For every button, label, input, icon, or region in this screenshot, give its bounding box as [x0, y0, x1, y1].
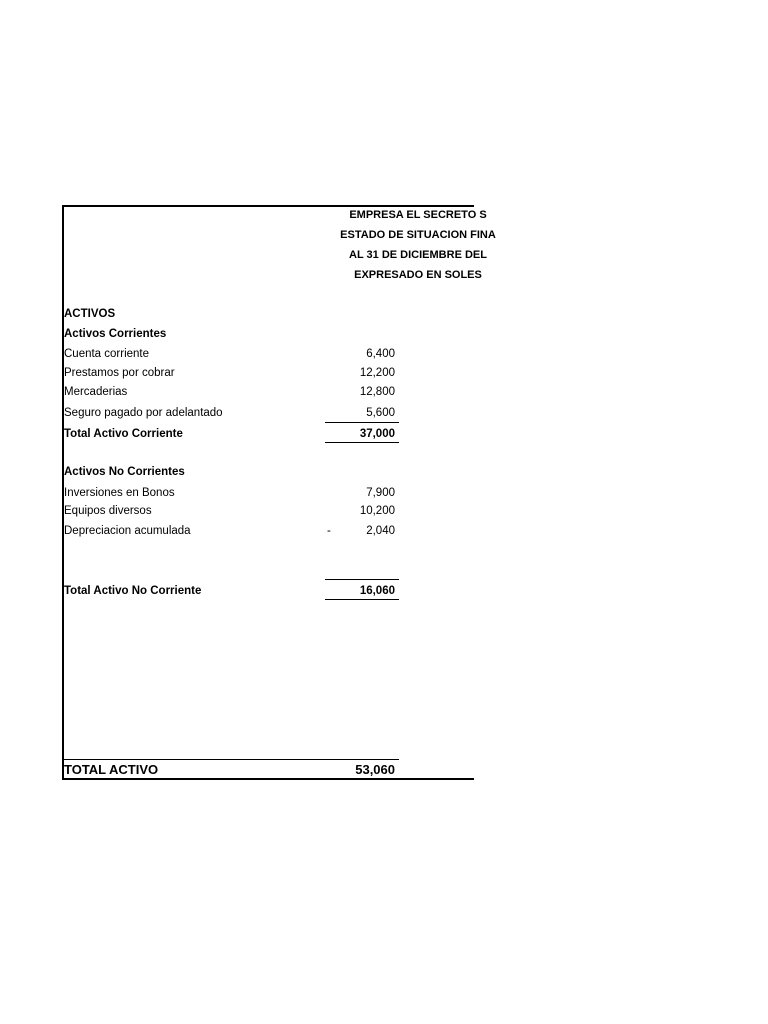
row-label-equipos: Equipos diversos [64, 505, 152, 517]
row-label-depreciacion: Depreciacion acumulada [64, 525, 191, 537]
row-value-prestamos: 12,200 [359, 367, 395, 379]
report-header [64, 205, 496, 295]
company-name: EMPRESA EL SECRETO S [349, 209, 487, 221]
grand-total-value: 53,060 [355, 762, 395, 777]
row-value-inversiones: 7,900 [366, 487, 395, 499]
frame-bottom-border [62, 778, 474, 780]
row-label-prestamos: Prestamos por cobrar [64, 367, 175, 379]
row-label-mercaderias: Mercaderias [64, 386, 128, 398]
total-label-corriente: Total Activo Corriente [64, 428, 183, 440]
total-label-no-corriente: Total Activo No Corriente [64, 585, 202, 597]
row-value-cuenta-corriente: 6,400 [366, 348, 395, 360]
section-title-activos: ACTIVOS [64, 308, 116, 320]
subtotal-rule-bottom [325, 442, 399, 443]
row-label-seguro: Seguro pagado por adelantado [64, 407, 223, 419]
subsection-title-corrientes: Activos Corrientes [64, 328, 167, 340]
grand-total-label: TOTAL ACTIVO [64, 762, 159, 777]
grand-total-rule [64, 759, 399, 760]
row-label-cuenta-corriente: Cuenta corriente [64, 348, 150, 360]
subtotal-rule-bottom-nc [325, 599, 399, 600]
report-title: ESTADO DE SITUACION FINA [340, 229, 496, 241]
row-value-mercaderias: 12,800 [359, 386, 395, 398]
subtotal-rule-top-nc [325, 579, 399, 580]
row-value-equipos: 10,200 [359, 505, 395, 517]
row-value-seguro: 5,600 [366, 407, 395, 419]
report-currency: EXPRESADO EN SOLES [354, 269, 482, 281]
subtotal-rule-top [325, 422, 399, 423]
row-label-inversiones: Inversiones en Bonos [64, 487, 175, 499]
row-sign-depreciacion: - [327, 525, 331, 537]
total-value-corriente: 37,000 [359, 428, 395, 440]
subsection-title-no-corrientes: Activos No Corrientes [64, 466, 185, 478]
row-value-depreciacion: 2,040 [366, 525, 395, 537]
report-date: AL 31 DE DICIEMBRE DEL [349, 249, 487, 261]
total-value-no-corriente: 16,060 [359, 585, 395, 597]
